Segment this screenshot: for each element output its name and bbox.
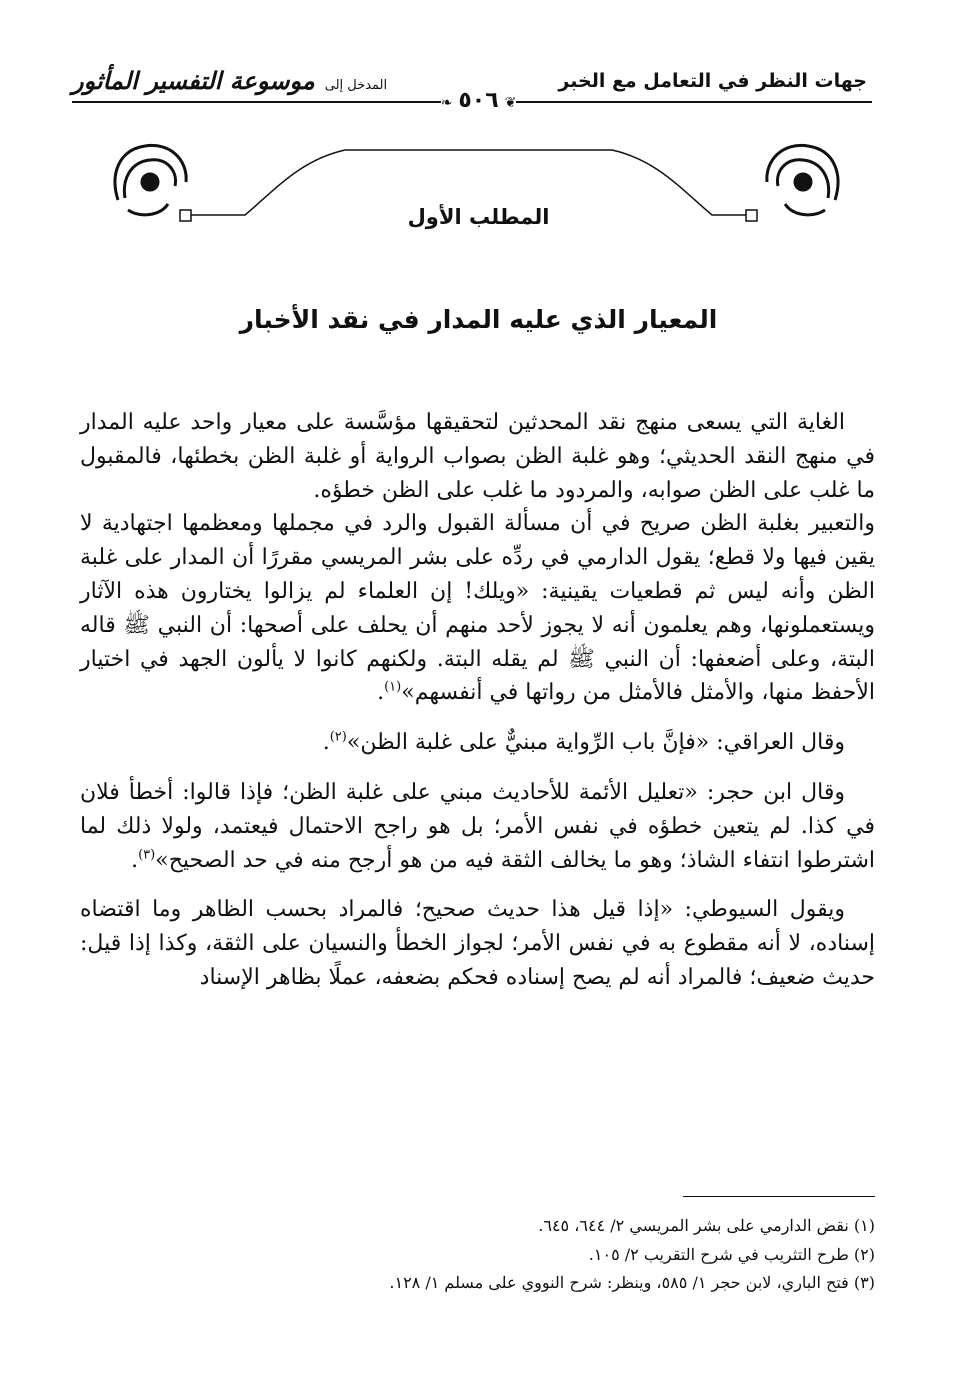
paragraph-4-text: وقال ابن حجر: «تعليل الأئمة للأحاديث مبني على غلبة الظن؛ فإذا قالوا: أخطأ فلان في كذا. لم يتعين خطؤه في نفس الأمر؛ بل هو راجح الاحتمال فيعتمد، ولولا ذلك لما اشترطوا انتفاء الشاذ؛ وهو ما يخالف الثقة فيه من هو أرجح منه في حد الصحيح» [80,779,875,873]
page-number-ornament-icon: ❧ [440,95,453,111]
book-title-logo: موسوعة التفسير المأثور [72,66,315,95]
paragraph-3-text: وقال العراقي: «فإنَّ باب الرِّواية مبنيٌّ على غلبة الظن» [346,730,845,756]
running-header-chapter: جهات النظر في التعامل مع الخبر [558,70,867,92]
paragraph-2: والتعبير بغلبة الظن صريح في أن مسألة القبول والرد في مجملها ومعظمها اجتهادية لا يقين فيها ولا قطع؛ يقول الدارمي في ردِّه على بشر المريسي مقررًا أن المدار على غلبة الظن وأنه ليس ثم قطعيات يقينية: «ويلك! إن العلماء لم يزالوا يختارون هذه الآثار ويستعملونها، وهم يعلمون أنه لا يجوز لأحد منهم أن يحلف على أصحها: أن النبي ﷺ قاله البتة، وعلى أضعفها: أن النبي ﷺ لم يقله البتة. ولكنهم كانوا لا يألون الجهد في اختيار الأحفظ منها، والأمثل فالأمثل من رواتها في أنفسهم»$^{(١)}$. [80,511,875,706]
main-title: المعيار الذي عليه المدار في نقد الأخبار [239,305,718,334]
footnote-1: (١) نقض الدارمي على بشر المريسي ٢/ ٦٤٤، ٦٤٥. [538,1216,875,1235]
page-number-ornament-icon: ❦ [504,95,517,111]
paragraph-5: ويقول السيوطي: «إذا قيل هذا حديث صحيح؛ فالمراد بحسب الظاهر وما اقتضاه إسناده، لا أنه مقطوع به في نفس الأمر؛ لجواز الخطأ والنسيان على الثقة، وكذا إذا قيل: حديث ضعيف؛ فالمراد أنه لم يصح إسناده فحكم بضعفه، عملًا بظاهر الإسناد [80,897,875,990]
paragraph-3: وقال العراقي: «فإنَّ باب الرِّواية مبنيٌّ على غلبة الظن»$^{(٢)}$. [322,729,845,756]
footnote-2: (٢) طرح التثريب في شرح التقريب ٢/ ١٠٥. [588,1244,875,1264]
footnote-ref-2: (٢) [329,729,347,745]
paragraph-2-text: والتعبير بغلبة الظن صريح في أن مسألة القبول والرد في مجملها ومعظمها اجتهادية لا يقين فيها ولا قطع؛ يقول الدارمي في ردِّه على بشر المريسي مقررًا أن المدار على غلبة الظن وأنه ليس ثم قطعيات يقينية: «ويلك! إن العلماء لم يزالوا يختارون هذه الآثار ويستعملونها، وهم يعلمون أنه لا يجوز لأحد منهم أن يحلف على أصحها: أن النبي ﷺ قاله البتة، وعلى أضعفها: أن النبي ﷺ لم يقله البتة. ولكنهم كانوا لا يألون الجهد في اختيار الأحفظ منها، والأمثل فالأمثل من رواتها في أنفسهم» [80,511,875,706]
body-text [80,406,875,995]
page-number [0,88,957,113]
footnote-3: (٣) فتح الباري، لابن حجر ١/ ٥٨٥، وينظر: شرح النووي على مسلم ١/ ١٢٨. [389,1273,875,1292]
paragraph-4: وقال ابن حجر: «تعليل الأئمة للأحاديث مبني على غلبة الظن؛ فإذا قالوا: أخطأ فلان في كذا. لم يتعين خطؤه في نفس الأمر؛ بل هو راجح الاحتمال فيعتمد، ولولا ذلك لما اشترطوا انتفاء الشاذ؛ وهو ما يخالف الثقة فيه من هو أرجح منه في حد الصحيح»$^{(٣)}$. [80,779,875,873]
paragraph-1: الغاية التي يسعى منهج نقد المحدثين لتحقيقها مؤسَّسة على معيار واحد عليه المدار في منهج النقد الحديثي؛ وهو غلبة الظن بصواب الرواية أو غلبة الظن بخطئها، فالمقبول ما غلب على الظن صوابه، والمردود ما غلب على الظن خطؤه. [80,410,875,503]
page-number-value: ٥٠٦ [452,88,504,113]
footnote-rule [683,1196,875,1197]
footnote-ref-1: (١) [384,680,402,696]
section-label: المطلب الأول [407,205,550,229]
book-intro: المدخل إلى [324,78,388,93]
footnote-ref-3: (٣) [138,847,156,863]
footnotes [80,1212,875,1298]
